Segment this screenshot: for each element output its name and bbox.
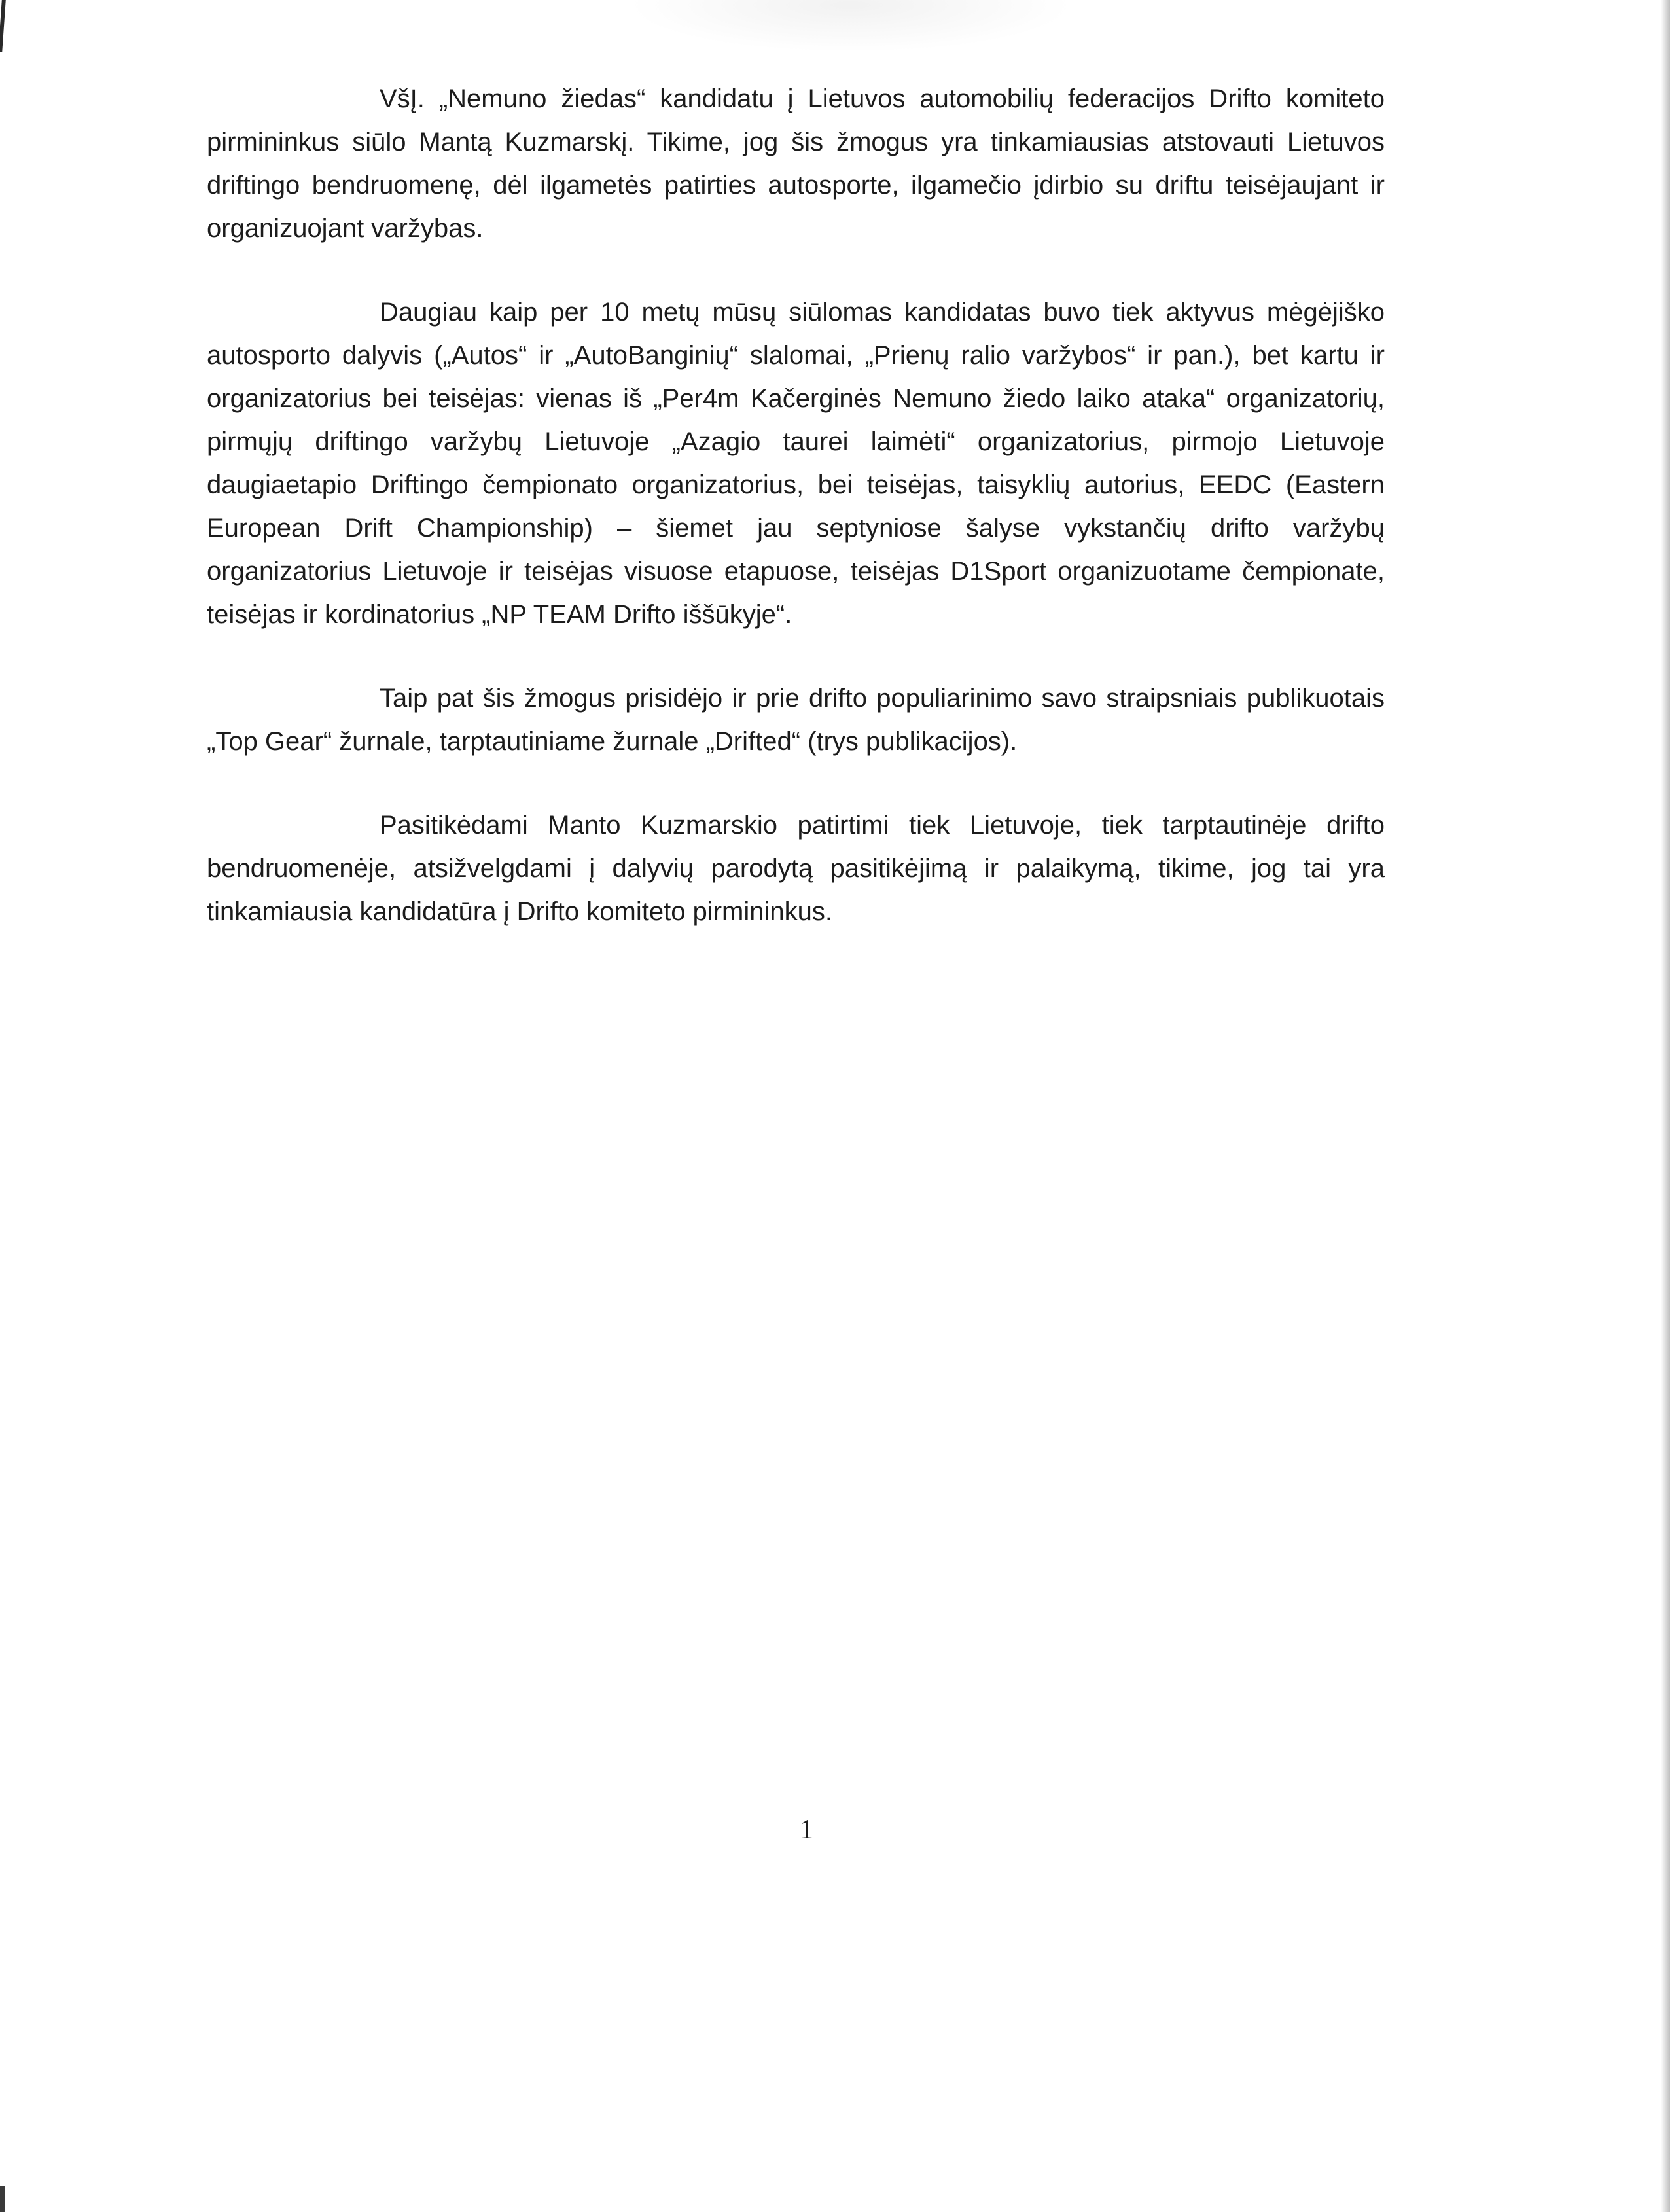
paragraph-publications: Taip pat šis žmogus prisidėjo ir prie drifto populiarinimo savo straipsniais publikuotais „Top Gear“ žurnale, tarptautiniame žurnale „Drifted“ (trys publikacijos). (207, 684, 1385, 756)
scan-edge-right (1661, 0, 1670, 2212)
paragraph-conclusion: Pasitikėdami Manto Kuzmarskio patirtimi tiek Lietuvoje, tiek tarptautinėje drifto bendruomenėje, atsižvelgdami į dalyvių parodytą pasitikėjimą ir palaikymą, tikime, jog tai yra tinkamiausia kandidatūra į Drifto komiteto pirmininkus. (207, 811, 1385, 926)
bleed-through-mark (628, 0, 1073, 52)
paragraph-nomination: VšĮ. „Nemuno žiedas“ kandidatu į Lietuvos automobilių federacijos Drifto komiteto pirmininkus siūlo Mantą Kuzmarskį. Tikime, jog šis žmogus yra tinkamiausias atstovauti Lietuvos driftingo bendruomenę, dėl ilgametės patirties autosporte, ilgamečio įdirbio su driftu teisėjaujant ir organizuojant varžybas. (207, 84, 1385, 243)
scan-edge-bottom-left (0, 2186, 5, 2212)
paragraph-experience: Daugiau kaip per 10 metų mūsų siūlomas kandidatas buvo tiek aktyvus mėgėjiško autosporto dalyvis („Autos“ ir „AutoBanginių“ slalomai, „Prienų ralio varžybos“ ir pan.), bet kartu ir organizatorius bei teisėjas: vienas iš „Per4m Kačerginės Nemuno žiedo laiko ataka“ organizatorių, pirmųjų driftingo varžybų Lietuvoje „Azagio taurei laimėti“ organizatorius, pirmojo Lietuvoje daugiaetapio Driftingo čempionato organizatorius, bei teisėjas, taisyklių autorius, EEDC (Eastern European Drift Championship) – šiemet jau septyniose šalyse vykstančių drifto varžybų organizatorius Lietuvoje ir teisėjas visuose etapuose, teisėjas D1Sport organizuotame čempionate, teisėjas ir kordinatorius „NP TEAM Drifto iššūkyje“. (207, 298, 1385, 629)
page-number: 1 (800, 1815, 813, 1845)
letter-body (207, 77, 1385, 974)
scan-edge-left (0, 0, 6, 52)
